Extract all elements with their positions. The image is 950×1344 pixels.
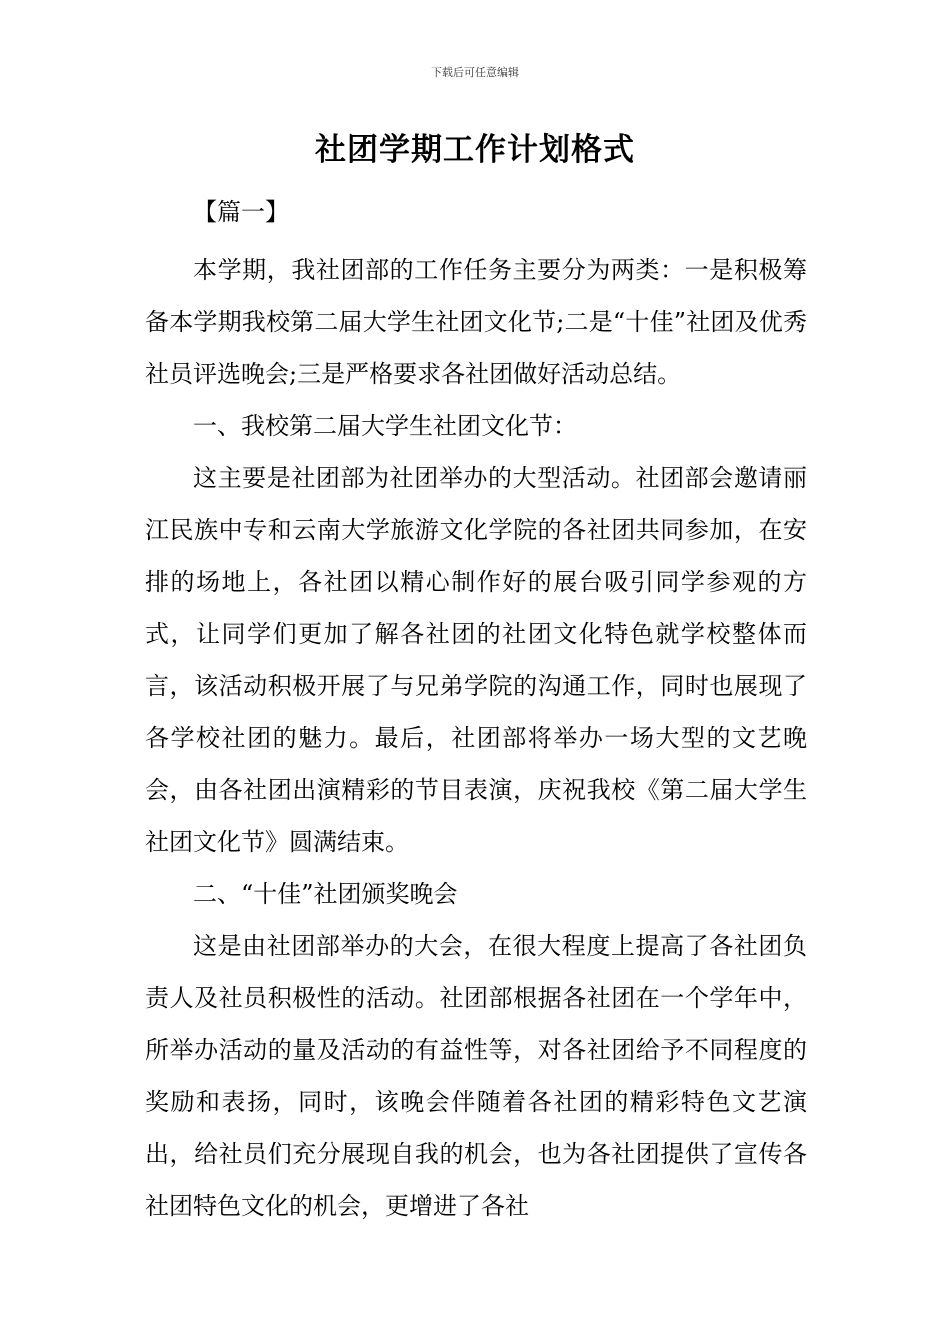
download-watermark: 下载后可任意编辑 (431, 66, 519, 79)
document-title: 社团学期工作计划格式 (315, 132, 635, 168)
section-heading-two: 二、“十佳”社团颁奖晚会 (193, 880, 458, 908)
award-gala-paragraph: 这是由社团部举办的大会，在很大程度上提高了各社团负责人及社员积极性的活动。社团部根据各社团在一个学年中，所举办活动的量及活动的有益性等，对各社团给予不同程度的奖励和表扬，同时，该晚会伴随着各社团的精彩特色文艺演出，给社员们充分展现自我的机会，也为各社团提供了宣传各社团特色文化的机会，更增进了各社 (145, 932, 807, 1220)
culture-festival-paragraph: 这主要是社团部为社团举办的大型活动。社团部会邀请丽江民族中专和云南大学旅游文化学院的各社团共同参加，在安排的场地上，各社团以精心制作好的展台吸引同学参观的方式，让同学们更加了解各社团的社团文化特色就学校整体而言，该活动积极开展了与兄弟学院的沟通工作，同时也展现了各学校社团的魅力。最后，社团部将举办一场大型的文艺晚会，由各社团出演精彩的节目表演，庆祝我校《第二届大学生社团文化节》圆满结束。 (145, 464, 807, 856)
section-label: 【篇一】 (193, 198, 289, 226)
intro-paragraph: 本学期，我社团部的工作任务主要分为两类：一是积极筹备本学期我校第二届大学生社团文化节;二是“十佳”社团及优秀社员评选晚会;三是严格要求各社团做好活动总结。 (145, 256, 807, 388)
section-heading-one: 一、我校第二届大学生社团文化节： (193, 412, 577, 440)
document-body (145, 186, 807, 1232)
